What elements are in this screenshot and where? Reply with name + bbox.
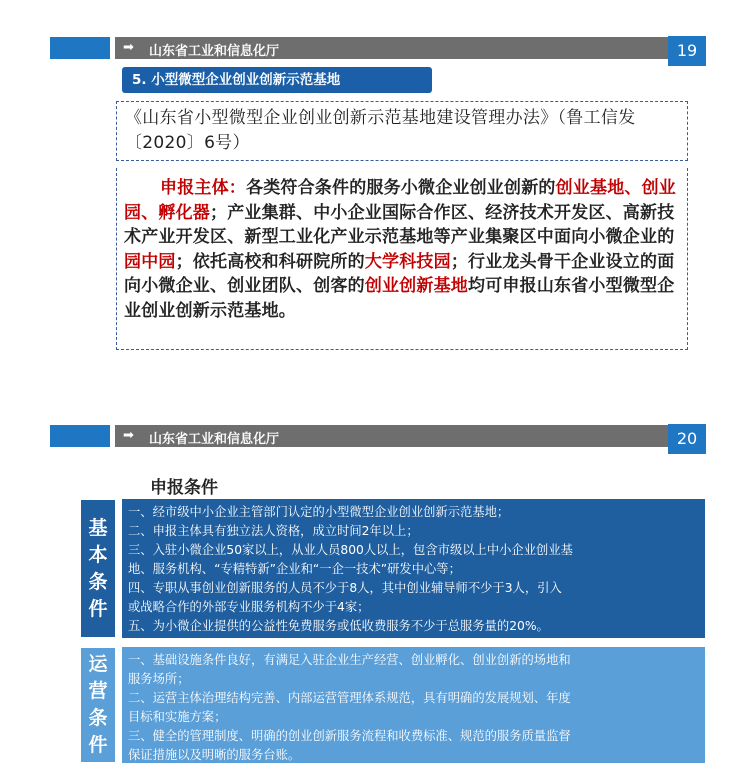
highlight-term: 创业创新基地: [364, 276, 469, 296]
condition-line: 一、经市级中小企业主管部门认定的小型微型企业创业创新示范基地；: [128, 505, 510, 519]
header-bar: [115, 37, 675, 59]
highlight-term: 申报主体：: [160, 178, 246, 198]
body-text-segment: 均可申报山东省小型微型企业创业创新示范基地。: [124, 276, 675, 321]
conditions-title: 申报条件: [150, 478, 218, 498]
body-text-segment: 各类符合条件的服务小微企业创业创新的: [246, 178, 556, 198]
label-char: 件: [88, 597, 108, 620]
operating-conditions-content: [122, 647, 705, 763]
highlight-term: 创业基地、创业园、孵化器: [124, 178, 677, 223]
operating-conditions-row: [80, 647, 705, 763]
condition-line: 目标和实施方案；: [128, 710, 227, 724]
condition-line: 服务场所；: [128, 672, 190, 686]
condition-line: 三、健全的管理制度、明确的创业创新服务流程和收费标准、规范的服务质量监督: [128, 729, 571, 743]
condition-line: 三、入驻小微企业50家以上，从业人员800人以上，包含市级以上中小企业创业基: [128, 543, 573, 557]
header-accent-block: [50, 425, 110, 447]
arrow-right-icon: ➡: [123, 428, 134, 443]
basic-conditions-content: [122, 499, 705, 638]
highlight-term: 大学科技园: [364, 251, 451, 272]
body-text-segment: ；行业龙头骨干企业设立的面向小微企业、创业团队、创客的: [124, 251, 675, 296]
header-accent-block: [50, 37, 110, 59]
organization-name: 山东省工业和信息化厅: [149, 44, 280, 59]
body-text-segment: ；产业集群、中小企业国际合作区、经济技术开发区、高新技术产业开发区、新型工业化产业示范基地等产业集聚区中面向小微企业的: [124, 202, 675, 247]
label-char: 件: [88, 734, 108, 756]
slide-20: [0, 400, 738, 767]
page-number: 20: [668, 424, 706, 454]
label-char: 营: [88, 680, 108, 702]
label-char: 本: [88, 543, 108, 566]
condition-line: 保证措施以及明晰的服务台账。: [128, 748, 301, 762]
section-title: 5. 小型微型企业创业创新示范基地: [122, 67, 432, 93]
label-char: 基: [88, 516, 108, 539]
condition-line: 四、专职从事创业创新服务的人员不少于8人，其中创业辅导师不少于3人，引入: [128, 581, 562, 595]
arrow-right-icon: ➡: [123, 40, 134, 55]
condition-line: 一、基础设施条件良好，有满足入驻企业生产经营、创业孵化、创业创新的场地和: [128, 653, 571, 667]
condition-line: 二、运营主体治理结构完善、内部运营管理体系规范，具有明确的发展规划、年度: [128, 691, 571, 705]
dashed-left-border: [116, 168, 117, 350]
label-char: 条: [88, 570, 108, 593]
header-bar: [115, 425, 675, 447]
applicant-description: [124, 176, 681, 323]
condition-line: 二、申报主体具有独立法人资格，成立时间2年以上；: [128, 524, 419, 538]
body-text-segment: ；依托高校和科研院所的: [175, 251, 365, 272]
organization-name: 山东省工业和信息化厅: [149, 432, 280, 447]
document-title: 《山东省小型微型企业创业创新示范基地建设管理办法》（鲁工信发〔2020〕6号）: [125, 108, 636, 153]
label-char: 条: [88, 707, 108, 729]
condition-line: 或战略合作的外部专业服务机构不少于4家；: [128, 600, 370, 614]
document-title-box: [116, 101, 688, 161]
page-number: 19: [668, 36, 706, 66]
applicant-box: [116, 168, 688, 350]
highlight-term: 园中园: [124, 251, 176, 272]
operating-conditions-label: [80, 647, 116, 763]
condition-line: 五、为小微企业提供的公益性免费服务或低收费服务不少于总服务量的20%。: [128, 619, 549, 633]
basic-conditions-label: [80, 499, 116, 638]
basic-conditions-row: [80, 499, 705, 638]
label-char: 运: [88, 653, 108, 675]
condition-line: 地、服务机构、“专精特新”企业和“一企一技术”研发中心等；: [128, 562, 461, 576]
slide-19: [0, 0, 738, 380]
